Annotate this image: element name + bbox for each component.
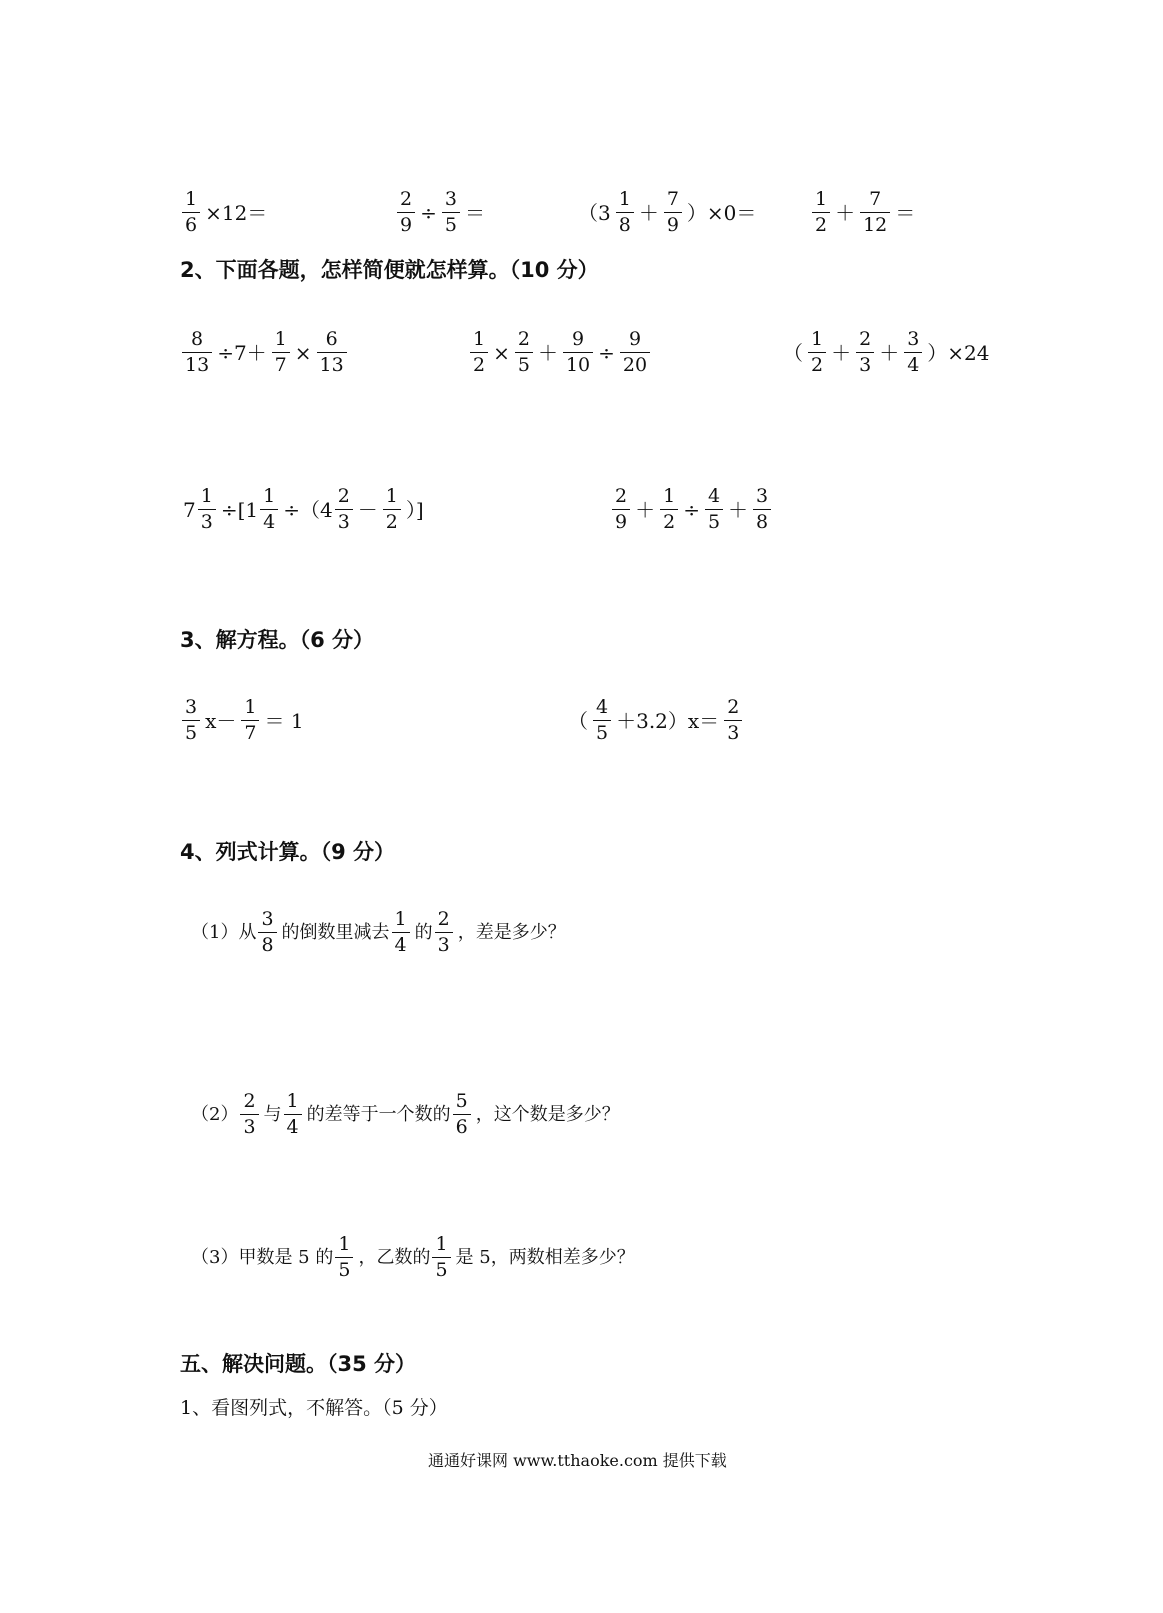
fraction: $\frac{1}{6}$ (182, 190, 200, 235)
expression-1-4: $\frac{1}{2}$ ＋ $\frac{7}{12}$ ＝ (810, 190, 918, 235)
expression-1-3: （3 $\frac{1}{8}$ ＋ $\frac{7}{9}$ ）×0＝ (578, 188, 757, 236)
fraction: $\frac{1}{8}$ (616, 190, 634, 235)
fraction: $\frac{1}{7}$ (272, 330, 290, 375)
fraction: $\frac{3}{5}$ (182, 698, 200, 743)
fraction: $\frac{3}{5}$ (442, 190, 460, 235)
question-4-1: （1）从 $\frac{3}{8}$ 的倒数里减去 $\frac{1}{4}$ 的 $\frac{2}{3}$ ，差是多少？ (191, 908, 566, 956)
section-5-heading: 五、解决问题。（35 分） (180, 1352, 417, 1376)
section-3-heading: 3、解方程。（6 分） (180, 628, 375, 652)
footer-source: 通通好课网 www.tthaoke.com 提供下载 (428, 1451, 727, 1470)
fraction: $\frac{3}{8}$ (753, 487, 771, 532)
fraction: $\frac{4}{5}$ (705, 487, 723, 532)
fraction: $\frac{1}{5}$ (335, 1235, 353, 1280)
fraction: $\frac{1}{4}$ (392, 910, 410, 955)
question-4-2: （2） $\frac{2}{3}$ 与 $\frac{1}{4}$ 的差等于一个数的 $\frac{5}{6}$ ，这个数是多少？ (191, 1090, 620, 1138)
fraction: $\frac{9}{10}$ (563, 330, 593, 375)
fraction: $\frac{2}{3}$ (240, 1092, 258, 1137)
fraction: $\frac{1}{7}$ (241, 698, 259, 743)
fraction: $\frac{2}{3}$ (724, 698, 742, 743)
fraction: $\frac{1}{4}$ (260, 487, 278, 532)
expression-2-1: $\frac{8}{13}$ ÷7＋ $\frac{1}{7}$ × $\frac{6}{13}$ (180, 330, 349, 375)
expression-2-3: （ $\frac{1}{2}$ ＋ $\frac{2}{3}$ ＋ $\frac{3}{4}$ ）×24 (783, 328, 990, 376)
fraction: $\frac{1}{2}$ (812, 190, 830, 235)
expression-1-1: $\frac{1}{6}$ ×12＝ (180, 190, 270, 235)
expression-2-4: 7 $\frac{1}{3}$ ÷[1 $\frac{1}{4}$ ÷（4 $\frac{2}{3}$ － $\frac{1}{2}$ ）] (183, 485, 424, 533)
equation-3-1: $\frac{3}{5}$ x－ $\frac{1}{7}$ ＝ 1 (180, 698, 307, 743)
fraction: $\frac{3}{8}$ (258, 910, 276, 955)
fraction: $\frac{2}{9}$ (397, 190, 415, 235)
fraction: $\frac{1}{2}$ (383, 487, 401, 532)
expression-2-5: $\frac{2}{9}$ ＋ $\frac{1}{2}$ ÷ $\frac{4}{5}$ ＋ $\frac{3}{8}$ (610, 487, 773, 532)
fraction: $\frac{9}{20}$ (620, 330, 650, 375)
fraction: $\frac{8}{13}$ (182, 330, 212, 375)
fraction: $\frac{3}{4}$ (904, 330, 922, 375)
fraction: $\frac{1}{2}$ (660, 487, 678, 532)
fraction: $\frac{1}{3}$ (198, 487, 216, 532)
question-4-3: （3）甲数是 5 的 $\frac{1}{5}$ ，乙数的 $\frac{1}{5}$ 是 5，两数相差多少？ (191, 1233, 635, 1281)
fraction: $\frac{1}{4}$ (284, 1092, 302, 1137)
fraction: $\frac{4}{5}$ (593, 698, 611, 743)
fraction: $\frac{2}{3}$ (856, 330, 874, 375)
fraction: $\frac{1}{5}$ (432, 1235, 450, 1280)
fraction: $\frac{6}{13}$ (317, 330, 347, 375)
fraction: $\frac{5}{6}$ (453, 1092, 471, 1137)
fraction: $\frac{1}{2}$ (470, 330, 488, 375)
section-2-heading: 2、下面各题，怎样简便就怎样算。（10 分） (180, 258, 599, 282)
fraction: $\frac{7}{12}$ (860, 190, 890, 235)
fraction: $\frac{2}{5}$ (515, 330, 533, 375)
fraction: $\frac{2}{3}$ (435, 910, 453, 955)
equation-3-2: （ $\frac{4}{5}$ ＋3.2）x＝ $\frac{2}{3}$ (565, 698, 744, 743)
section-4-heading: 4、列式计算。（9 分） (180, 840, 396, 864)
fraction: $\frac{2}{3}$ (335, 487, 353, 532)
section-5-subquestion-1: 1、看图列式，不解答。（5 分） (180, 1397, 448, 1419)
fraction: $\frac{1}{2}$ (808, 330, 826, 375)
fraction: $\frac{2}{9}$ (612, 487, 630, 532)
expression-1-2: $\frac{2}{9}$ ÷ $\frac{3}{5}$ ＝ (395, 190, 488, 235)
fraction: $\frac{7}{9}$ (664, 190, 682, 235)
expression-2-2: $\frac{1}{2}$ × $\frac{2}{5}$ ＋ $\frac{9}{10}$ ÷ $\frac{9}{20}$ (468, 330, 652, 375)
